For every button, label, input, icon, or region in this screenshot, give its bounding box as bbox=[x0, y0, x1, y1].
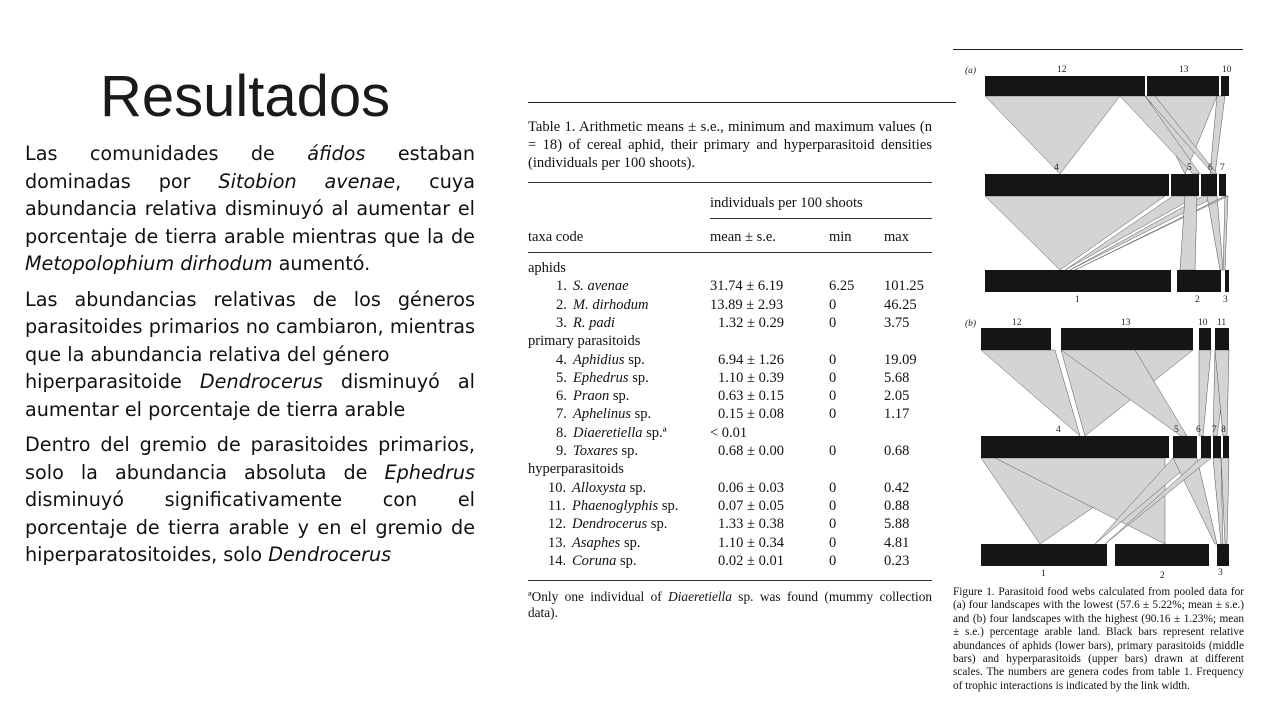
panel-b-top-label-3: 10 bbox=[1198, 318, 1208, 328]
table-top-rule bbox=[528, 102, 956, 103]
mean-se: 31.74 ± 6.19 bbox=[710, 278, 784, 295]
text-run: disminuyó al aumentar el porcentaje de tierra arable bbox=[25, 370, 475, 421]
mean-se: 1.33 ± 0.38 bbox=[718, 516, 784, 533]
taxon-name: Dendrocerus sp. bbox=[572, 516, 668, 533]
min-value: 0 bbox=[829, 406, 837, 423]
min-value: 0 bbox=[829, 351, 837, 368]
taxon-name: Alloxysta sp. bbox=[572, 479, 647, 496]
panel-b-mid-label-3: 6 bbox=[1196, 425, 1201, 435]
header-max: max bbox=[884, 229, 909, 245]
header-taxa: taxa code bbox=[528, 229, 584, 245]
min-value: 0 bbox=[829, 552, 837, 569]
min-value: 0 bbox=[829, 296, 837, 313]
panel-a-bottom-label-2: 2 bbox=[1195, 295, 1200, 305]
panel-b-mid-label-1: 4 bbox=[1056, 425, 1061, 435]
panel-b-mid-label-4: 7 bbox=[1212, 425, 1217, 435]
panel-a-mid-label-4: 7 bbox=[1220, 163, 1225, 173]
taxon-name: Praon sp. bbox=[573, 388, 630, 405]
panel-b-top-label-4: 11 bbox=[1217, 318, 1227, 328]
table-row bbox=[528, 406, 938, 424]
taxon-name: R. padi bbox=[573, 314, 615, 331]
text-run: Las abundancias relativas de los géneros parasitoides primarios no cambiaron, mientras que la abundancia relativa del género bbox=[25, 287, 475, 366]
figure-top-rule bbox=[953, 49, 1243, 50]
italic-taxon: áfidos bbox=[307, 142, 366, 165]
taxon-name: M. dirhodum bbox=[573, 296, 649, 313]
mean-se: 0.63 ± 0.15 bbox=[718, 388, 784, 405]
panel-b-mid-label-5: 8 bbox=[1221, 425, 1226, 435]
panel-b-bottom-label-3: 3 bbox=[1218, 568, 1223, 578]
table-row bbox=[528, 553, 938, 571]
italic-taxon: Dendrocerus bbox=[268, 543, 392, 566]
text-run: estaban dominadas por bbox=[25, 142, 475, 193]
max-value: 5.68 bbox=[884, 369, 910, 386]
text-run: , cuya abundancia relativa disminuyó al aumentar el porcentaje de tierra arable mientras que la de bbox=[25, 169, 475, 248]
food-web-figure bbox=[955, 58, 1245, 578]
panel-b-bottom-label-1: 1 bbox=[1041, 569, 1046, 578]
max-value: 0.23 bbox=[884, 552, 910, 569]
text-run: hiperparasitoide bbox=[25, 370, 200, 393]
mean-se: 0.68 ± 0.00 bbox=[718, 443, 784, 459]
min-value: 0 bbox=[829, 369, 837, 386]
max-value: 0.68 bbox=[884, 443, 910, 459]
taxa-code: 8. bbox=[556, 424, 567, 441]
table-group-label: primary parasitoids bbox=[528, 333, 641, 350]
header-mean: mean ± s.e. bbox=[710, 229, 776, 245]
mean-se: 13.89 ± 2.93 bbox=[710, 296, 784, 313]
table-row bbox=[528, 297, 938, 315]
taxa-code: 11. bbox=[548, 497, 566, 514]
taxa-code: 2. bbox=[556, 296, 567, 313]
paragraph-primary-parasitoids bbox=[25, 286, 475, 369]
table-row bbox=[528, 352, 938, 370]
panel-a-top-label-2: 13 bbox=[1179, 65, 1189, 75]
taxon-name: Asaphes sp. bbox=[572, 534, 641, 551]
taxa-code: 7. bbox=[556, 406, 567, 423]
paragraph-aphid-communities bbox=[25, 140, 475, 278]
taxon-name: Diaeretiella sp.ª bbox=[573, 424, 667, 441]
mean-se: 0.06 ± 0.03 bbox=[718, 479, 784, 496]
text-run: Las comunidades de bbox=[25, 142, 308, 165]
table-row bbox=[528, 443, 938, 461]
panel-a-bottom-label-3: 3 bbox=[1223, 295, 1228, 305]
mean-se: 1.10 ± 0.39 bbox=[718, 369, 784, 386]
max-value: 1.17 bbox=[884, 406, 910, 423]
table-row bbox=[528, 498, 938, 516]
table-row bbox=[528, 535, 938, 553]
table-row bbox=[528, 516, 938, 534]
max-value: 19.09 bbox=[884, 351, 917, 368]
taxon-name: Phaenoglyphis sp. bbox=[572, 497, 679, 514]
header-min: min bbox=[829, 229, 852, 245]
italic-taxon: Metopolophium dirhodum bbox=[25, 252, 273, 275]
taxa-code: 12. bbox=[548, 516, 567, 533]
table-row bbox=[528, 425, 938, 443]
taxa-code: 13. bbox=[548, 534, 567, 551]
panel-a-mid-label-1: 4 bbox=[1054, 163, 1059, 173]
min-value: 0 bbox=[829, 534, 837, 551]
max-value: 5.88 bbox=[884, 516, 910, 533]
taxon-name: Toxares sp. bbox=[573, 443, 639, 459]
table-body-rule bbox=[528, 252, 932, 253]
paragraph-hyperparasitoid bbox=[25, 368, 475, 423]
taxon-name: Coruna sp. bbox=[572, 552, 637, 569]
mean-se: < 0.01 bbox=[710, 424, 748, 441]
panel-a-bottom-label-1: 1 bbox=[1075, 295, 1080, 305]
table-caption: Table 1. Arithmetic means ± s.e., minimum and maximum values (n = 18) of cereal aphid, their primary and hyperparasitoid densities (individuals per 100 shoots). bbox=[528, 119, 932, 171]
panel-b-top-label-2: 13 bbox=[1121, 318, 1131, 328]
panel-a-mid-label-2: 5 bbox=[1187, 163, 1192, 173]
panel-a-mid-label-3: 6 bbox=[1208, 163, 1213, 173]
table-row bbox=[528, 388, 938, 406]
mean-se: 6.94 ± 1.26 bbox=[718, 351, 784, 368]
min-value: 0 bbox=[829, 497, 837, 514]
mean-se: 0.02 ± 0.01 bbox=[718, 552, 784, 569]
slide-title: Resultados bbox=[100, 64, 391, 129]
italic-taxon: Ephedrus bbox=[384, 460, 475, 484]
taxa-code: 14. bbox=[548, 552, 567, 569]
max-value: 0.42 bbox=[884, 479, 910, 496]
taxa-code: 1. bbox=[556, 278, 567, 295]
paragraph-guild-abundance bbox=[25, 431, 475, 569]
results-text bbox=[25, 140, 475, 577]
max-value: 3.75 bbox=[884, 314, 910, 331]
mean-se: 0.15 ± 0.08 bbox=[718, 406, 784, 423]
italic-taxon: Sitobion avenae bbox=[218, 169, 396, 193]
panel-b-label: (b) bbox=[965, 319, 977, 329]
max-value: 2.05 bbox=[884, 388, 910, 405]
table-group-label: aphids bbox=[528, 260, 566, 276]
max-value: 4.81 bbox=[884, 534, 910, 551]
min-value: 0 bbox=[829, 443, 837, 459]
figure-caption: Figure 1. Parasitoid food webs calculated from pooled data for (a) four landscapes with the lowest (57.6 ± 5.22%; mean ± s.e.) and (b) four landscapes with the highest (90.16 ± 1.23%; mean ± s.e.) percentage arable land. Black bars represent relative abundances of aphids (lower bars), primary parasitoids (middle bars) and hyperparasitoids (upper bars) drawn at different scales. The numbers are genera codes from table 1. Frequency of trophic interactions is indicated by the link width. bbox=[953, 586, 1244, 692]
table-row bbox=[528, 315, 938, 333]
mean-se: 0.07 ± 0.05 bbox=[718, 497, 784, 514]
min-value: 0 bbox=[829, 388, 837, 405]
text-run: Dentro del gremio de parasitoides primarios, solo la abundancia absoluta de bbox=[25, 433, 475, 484]
min-value: 0 bbox=[829, 479, 837, 496]
table-group-header: individuals per 100 shoots bbox=[710, 195, 863, 211]
taxon-name: Ephedrus sp. bbox=[573, 369, 649, 386]
panel-a-top-label-3: 10 bbox=[1222, 65, 1232, 75]
min-value: 0 bbox=[829, 314, 837, 331]
max-value: 101.25 bbox=[884, 278, 924, 295]
mean-se: 1.32 ± 0.29 bbox=[718, 314, 784, 331]
min-value: 6.25 bbox=[829, 278, 855, 295]
taxa-code: 5. bbox=[556, 369, 567, 386]
taxa-code: 10. bbox=[548, 479, 567, 496]
taxa-code: 3. bbox=[556, 314, 567, 331]
panel-a-top-label-1: 12 bbox=[1057, 65, 1067, 75]
panel-b-top-label-1: 12 bbox=[1012, 318, 1022, 328]
taxon-name: S. avenae bbox=[573, 278, 629, 295]
panel-b-bottom-label-2: 2 bbox=[1160, 571, 1165, 578]
max-value: 0.88 bbox=[884, 497, 910, 514]
taxon-name: Aphelinus sp. bbox=[573, 406, 652, 423]
table-header-rule bbox=[710, 218, 932, 219]
table-row bbox=[528, 278, 938, 296]
mean-se: 1.10 ± 0.34 bbox=[718, 534, 784, 551]
text-run: aumentó. bbox=[272, 252, 371, 275]
table-bottom-rule bbox=[528, 580, 932, 581]
table-caption-rule bbox=[528, 182, 932, 183]
table-row bbox=[528, 480, 938, 498]
table-row bbox=[528, 370, 938, 388]
taxon-name: Aphidius sp. bbox=[573, 351, 645, 368]
text-run: disminuyó significativamente con el porcentaje de tierra arable y en el gremio de hiperparatositoides, solo bbox=[25, 488, 475, 566]
min-value: 0 bbox=[829, 516, 837, 533]
taxa-code: 4. bbox=[556, 351, 567, 368]
taxa-code: 6. bbox=[556, 388, 567, 405]
table-footnote: ªOnly one individual of Diaeretiella sp. was found (mummy collection data). bbox=[528, 589, 932, 620]
table-group-label: hyperparasitoids bbox=[528, 461, 624, 478]
panel-b-mid-label-2: 5 bbox=[1174, 425, 1179, 435]
taxa-code: 9. bbox=[556, 443, 567, 459]
panel-a-label: (a) bbox=[965, 66, 977, 76]
italic-taxon: Dendrocerus bbox=[199, 370, 323, 393]
max-value: 46.25 bbox=[884, 296, 917, 313]
